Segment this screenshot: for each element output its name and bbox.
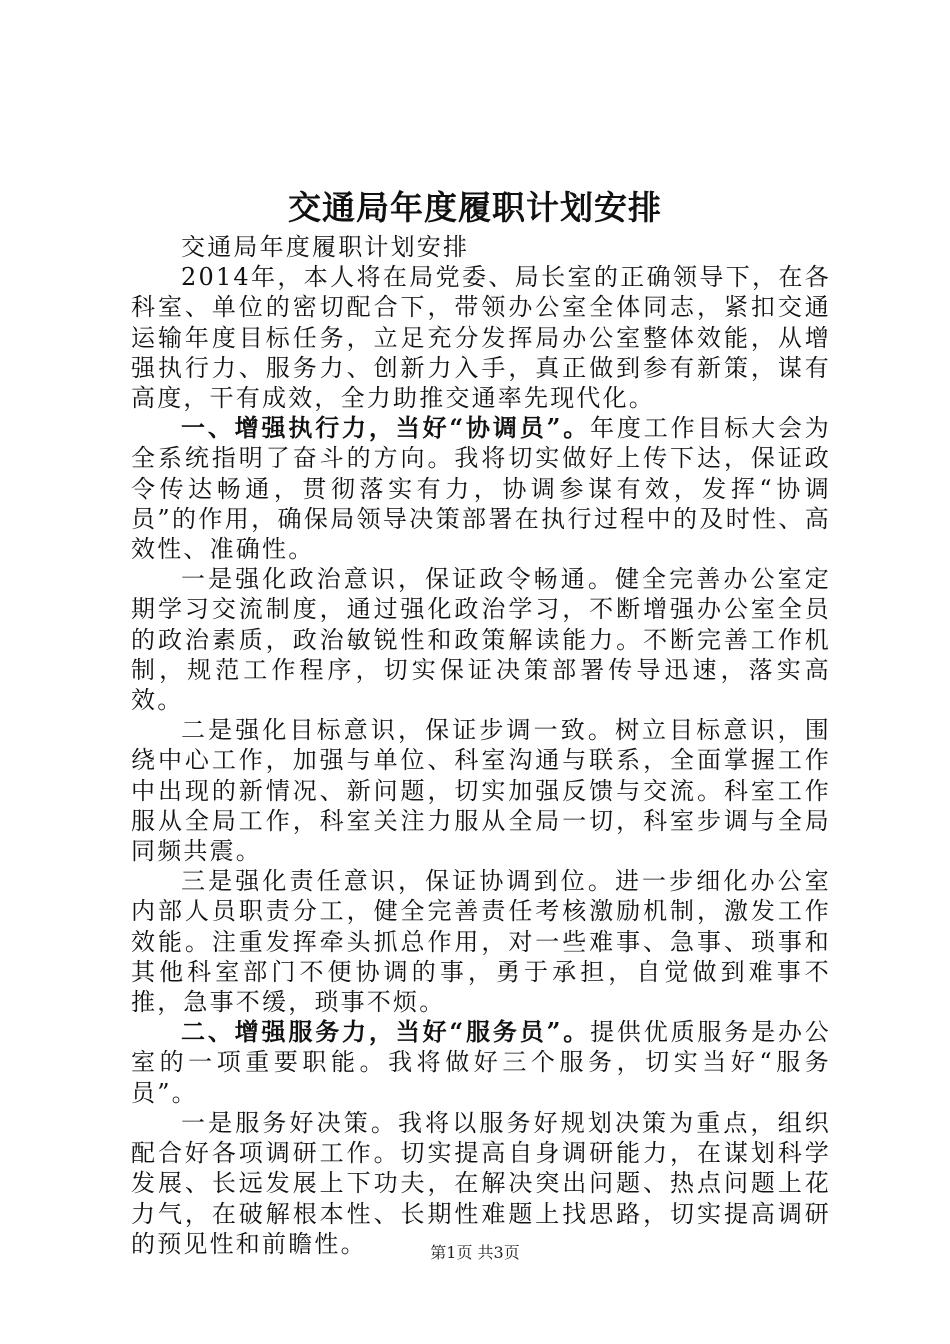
paragraph-text: 年度工作目标大会为全系统指明了奋斗的方向。我将切实做好上传下达，保证政令传达畅通，贯彻落实有力，协调参谋有效，发挥“协调员”的作用，确保局领导决策部署在执行过程中的及时性、高效性、准确性。 (131, 414, 831, 564)
paragraph-5 (131, 715, 831, 866)
paragraph-text: 二是强化目标意识，保证步调一致。树立目标意识，围绕中心工作，加强与单位、科室沟通与联系，全面掌握工作中出现的新情况、新问题，切实加强反馈与交流。科室工作服从全局工作，科室关注力服从全局一切，科室步调与全局同频共震。 (131, 716, 831, 866)
paragraph-2 (131, 262, 831, 413)
paragraph-lead: 一、增强执行力，当好“协调员”。 (181, 413, 591, 443)
document-body (131, 232, 831, 1259)
paragraph-8 (131, 1108, 831, 1259)
paragraph-3 (131, 413, 831, 564)
paragraph-4 (131, 564, 831, 715)
paragraph-text: 一是服务好决策。我将以服务好规划决策为重点，组织配合好各项调研工作。切实提高自身调研能力，在谋划科学发展、长远发展上下功夫，在解决突出问题、热点问题上花力气，在破解根本性、长期性难题上找思路，切实提高调研的预见性和前瞻性。 (131, 1108, 831, 1258)
paragraph-lead: 二、增强服务力，当好“服务员”。 (181, 1017, 591, 1047)
paragraph-1 (131, 232, 831, 262)
paragraph-text: 2014年，本人将在局党委、局长室的正确领导下，在各科室、单位的密切配合下，带领办公室全体同志，紧扣交通运输年度目标任务，立足充分发挥局办公室整体效能，从增强执行力、服务力、创新力入手，真正做到参有新策，谋有高度，干有成效，全力助推交通率先现代化。 (131, 263, 831, 413)
page-number-footer: 第1页 共3页 (430, 1243, 520, 1262)
document-title: 交通局年度履职计划安排 (288, 188, 662, 227)
paragraph-7 (131, 1017, 831, 1108)
paragraph-text: 一是强化政治意识，保证政令畅通。健全完善办公室定期学习交流制度，通过强化政治学习，不断增强办公室全员的政治素质，政治敏锐性和政策解读能力。不断完善工作机制，规范工作程序，切实保证决策部署传导迅速，落实高效。 (131, 565, 831, 715)
paragraph-text: 提供优质服务是办公室的一项重要职能。我将做好三个服务，切实当好“服务员”。 (131, 1018, 831, 1107)
paragraph-6 (131, 866, 831, 1017)
paragraph-text: 交通局年度履职计划安排 (181, 233, 470, 261)
paragraph-text: 三是强化责任意识，保证协调到位。进一步细化办公室内部人员职责分工，健全完善责任考核激励机制，激发工作效能。注重发挥牵头抓总作用，对一些难事、急事、琐事和其他科室部门不便协调的事，勇于承担，自觉做到难事不推，急事不缓，琐事不烦。 (131, 867, 831, 1017)
